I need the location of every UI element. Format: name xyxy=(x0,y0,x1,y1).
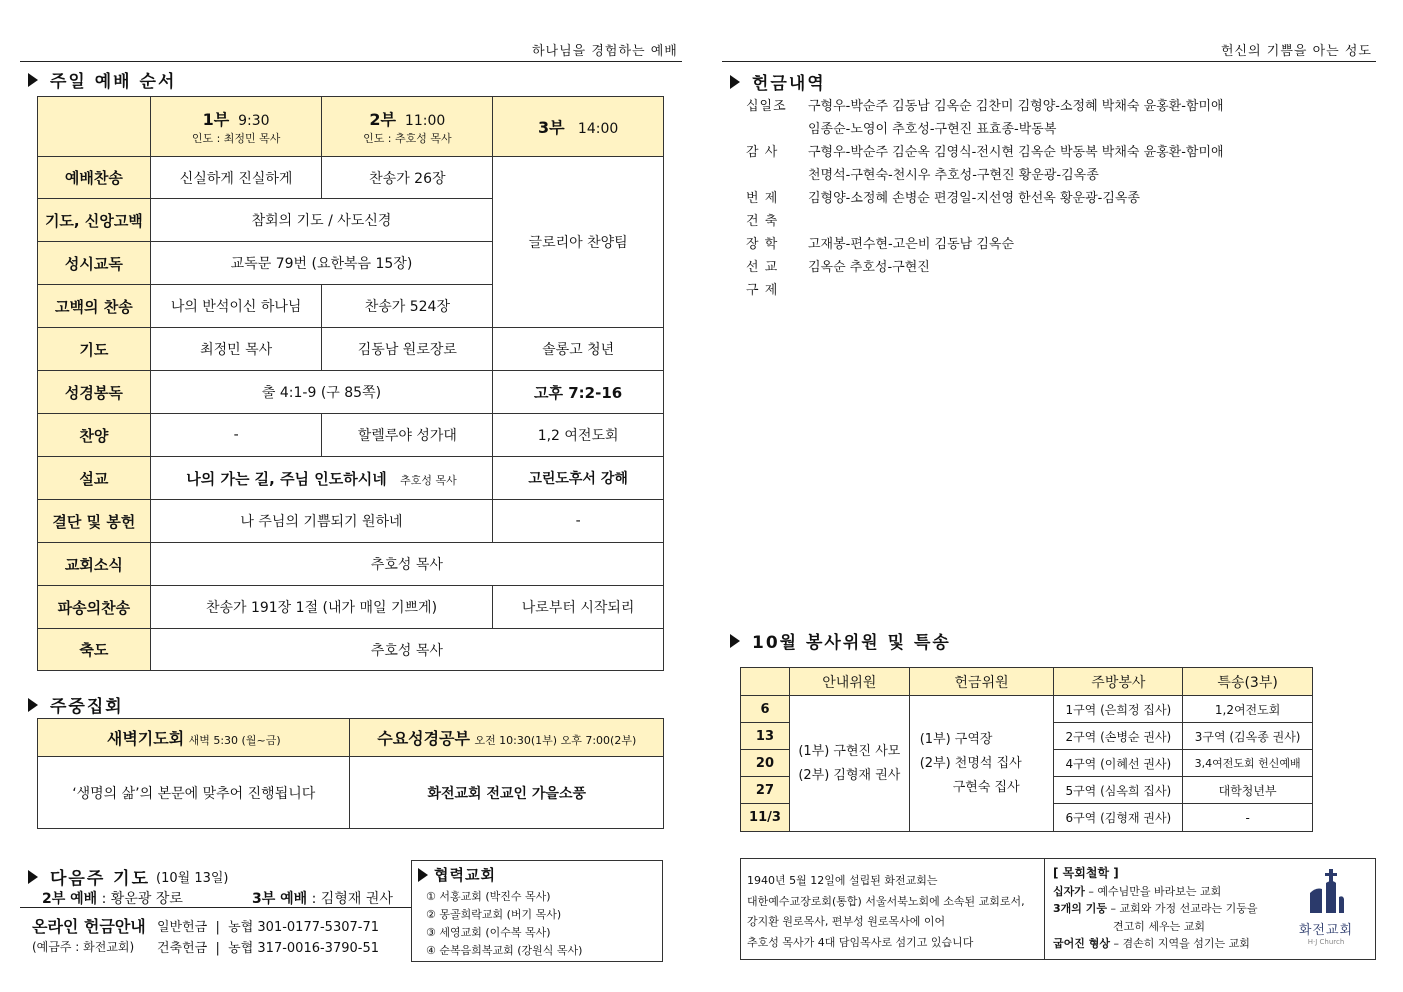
sending-s3: 나로부터 시작되리 xyxy=(493,586,664,629)
wed-desc: 화전교회 전교인 가을소풍 xyxy=(350,757,664,829)
vol-kitchen: 2구역 (손병순 권사) xyxy=(1054,723,1183,750)
service-2-header: 2부 11:00 인도 : 추호성 목사 xyxy=(322,97,493,157)
table-corner xyxy=(38,97,151,157)
vol-kitchen: 5구역 (심옥희 집사) xyxy=(1054,777,1183,804)
praise-s3: 1,2 여전도회 xyxy=(493,414,664,457)
offering-section-title: 헌금내역 xyxy=(730,69,826,94)
vol-header-special: 특송(3부) xyxy=(1183,668,1313,696)
vol-special: 1,2여전도회 xyxy=(1183,696,1313,723)
praise-s2: 할렐루야 성가대 xyxy=(322,414,493,457)
online-holder: (예금주 : 화전교회) xyxy=(32,940,135,954)
list-item: ① 서홍교회 (박진수 목사) xyxy=(426,890,551,903)
church-logo-icon xyxy=(1306,867,1346,915)
account-row: 일반헌금 | 농협 301-0177-5307-71 xyxy=(157,920,380,935)
decision-s12: 나 주님의 기쁨되기 원하네 xyxy=(150,500,492,543)
volunteers-section-title: 10월 봉사위원 및 특송 xyxy=(730,628,951,653)
vol-header-kitchen: 주방봉사 xyxy=(1054,668,1183,696)
vol-special: 3,4여전도회 헌신예배 xyxy=(1183,750,1313,777)
vol-header-guide: 안내위원 xyxy=(789,668,909,696)
next-prayer-s3: 3부 예배 : 김형재 권사 xyxy=(252,891,393,907)
pray-s1: 최정민 목사 xyxy=(150,328,322,371)
triangle-bullet-icon xyxy=(28,870,38,884)
church-philosophy: [ 목회철학 ] 십자가 – 예수님만을 바라보는 교회 3개의 기둥 – 교회와 가정 선교라는 기둥을 견고히 세우는 교회 굽어진 형상 – 겸손히 지역을 섬기는 교회 xyxy=(1053,866,1258,950)
online-accounts xyxy=(157,917,379,959)
row-label-prayer-creed: 기도, 신앙고백 xyxy=(38,199,151,242)
vol-offering: (1부) 구역장 (2부) 천명석 집사 구현숙 집사 xyxy=(909,696,1054,832)
benediction-all: 추호성 목사 xyxy=(150,629,663,671)
left-header-rule xyxy=(20,61,682,62)
church-info-box xyxy=(740,858,1376,960)
row-label-pray: 기도 xyxy=(38,328,151,371)
logo-name: 화전교회 xyxy=(1298,923,1354,938)
reading-s12: 교독문 79번 (요한복음 15장) xyxy=(150,242,492,285)
scripture-s3: 고후 7:2-16 xyxy=(493,371,664,414)
vol-date: 11/3 xyxy=(741,804,790,832)
dawn-header: 새벽기도회 새벽 5:30 (월~금) xyxy=(38,719,350,757)
vol-guide: (1부) 구현진 사모 (2부) 김형재 권사 xyxy=(789,696,909,832)
offering-row: 장 학 고재봉-편수현-고은비 김동남 김옥순 xyxy=(746,237,1015,252)
list-item: ③ 세영교회 (이수복 목사) xyxy=(426,926,551,939)
offering-row: 구 제 xyxy=(746,283,779,298)
prayer-divider xyxy=(20,907,412,908)
right-header-rule xyxy=(722,61,1376,62)
partner-title: 협력교회 xyxy=(418,864,662,885)
offering-row: 선 교 김옥순 추호성-구현진 xyxy=(746,260,930,275)
list-item: ② 몽골희락교회 (버기 목사) xyxy=(426,908,562,921)
next-prayer-s2: 2부 예배 : 황운광 장로 xyxy=(42,891,183,907)
triangle-bullet-icon xyxy=(730,634,740,648)
triangle-bullet-icon xyxy=(418,868,428,882)
offering-row: 천명석-구현숙-천시우 추호성-구현진 황운광-김옥종 xyxy=(808,168,1099,183)
vol-date: 6 xyxy=(741,696,790,723)
row-label-scripture: 성경봉독 xyxy=(38,371,151,414)
triangle-bullet-icon xyxy=(28,698,38,712)
hymn-s2: 찬송가 26장 xyxy=(322,157,493,199)
offering-row: 감 사 구형우-박순주 김순옥 김영식-전시현 김옥순 박동복 박채숙 윤홍환-함미애 xyxy=(746,145,1224,160)
sermon-preacher: 추호성 목사 xyxy=(400,473,457,487)
worship-section-title: 주일 예배 순서 xyxy=(28,67,176,92)
vol-header-offering: 헌금위원 xyxy=(909,668,1054,696)
dawn-desc: ‘생명의 삶’의 본문에 맞추어 진행됩니다 xyxy=(38,757,350,829)
volunteers-table xyxy=(740,667,1313,832)
confession-s1: 나의 반석이신 하나님 xyxy=(150,285,322,328)
sermon-title: 나의 가는 길, 주님 인도하시네 xyxy=(186,469,387,488)
vol-kitchen: 4구역 (이혜선 권사) xyxy=(1054,750,1183,777)
midweek-section-title: 주중집회 xyxy=(28,692,124,717)
offering-row: 임종순-노영이 추호성-구현진 표효종-박동복 xyxy=(808,122,1057,137)
midweek-table xyxy=(37,718,664,829)
offering-row: 번 제 김형양-소정혜 손병순 편경일-지선영 한선옥 황운광-김옥종 xyxy=(746,191,1140,206)
confession-s2: 찬송가 524장 xyxy=(322,285,493,328)
left-page-header: 하나님을 경험하는 예배 xyxy=(532,44,678,59)
logo-sub: H·J Church xyxy=(1307,938,1345,946)
list-item: ④ 순복음희복교회 (강원식 목사) xyxy=(426,944,583,957)
row-label-praise: 찬양 xyxy=(38,414,151,457)
s3-praise-team: 글로리아 찬양팀 xyxy=(493,157,664,328)
triangle-bullet-icon xyxy=(730,75,740,89)
decision-s3: - xyxy=(493,500,664,543)
offering-row: 십일조 구형우-박순주 김동남 김옥순 김찬미 김형양-소정혜 박채숙 윤홍환-함미애 xyxy=(746,99,1224,114)
wed-header: 수요성경공부 오전 10:30(1부) 오후 7:00(2부) xyxy=(350,719,664,757)
scripture-s12: 출 4:1-9 (구 85쪽) xyxy=(150,371,492,414)
pray-s3: 솔롱고 청년 xyxy=(493,328,664,371)
sermon-s3: 고린도후서 강해 xyxy=(493,457,664,500)
partner-churches-box xyxy=(411,860,663,962)
pray-s2: 김동남 원로장로 xyxy=(322,328,493,371)
service-1-header: 1부 9:30 인도 : 최정민 목사 xyxy=(150,97,322,157)
right-page-header: 헌신의 기쁨을 아는 성도 xyxy=(1221,44,1372,59)
row-label-benediction: 축도 xyxy=(38,629,151,671)
vol-corner xyxy=(741,668,790,696)
partner-list xyxy=(426,888,662,960)
row-label-confession: 고백의 찬송 xyxy=(38,285,151,328)
vol-kitchen: 6구역 (김형재 권사) xyxy=(1054,804,1183,832)
church-history: 1940년 5월 12일에 설립된 화전교회는 대한예수교장로회(통합) 서울서북노회에 소속된 교회로서, 강지환 원로목사, 편부성 원로목사에 이어 추호성 목사가 4대 담임목사로 섬기고 있습니다 xyxy=(741,859,1045,959)
next-prayer-title: 다음주 기도 (10월 13일) xyxy=(28,864,229,889)
vol-special: - xyxy=(1183,804,1313,832)
offering-row: 건 축 xyxy=(746,214,779,229)
offering-list xyxy=(746,95,1366,302)
hymn-s1: 신실하게 진실하게 xyxy=(150,157,322,199)
row-label-sermon: 설교 xyxy=(38,457,151,500)
triangle-bullet-icon xyxy=(28,73,38,87)
row-label-hymn: 예배찬송 xyxy=(38,157,151,199)
news-all: 추호성 목사 xyxy=(150,543,663,586)
vol-date: 20 xyxy=(741,750,790,777)
service-3-header: 3부 14:00 xyxy=(493,97,664,157)
prayer-creed-s12: 참회의 기도 / 사도신경 xyxy=(150,199,492,242)
row-label-news: 교회소식 xyxy=(38,543,151,586)
vol-special: 3구역 (김옥종 권사) xyxy=(1183,723,1313,750)
vol-date: 13 xyxy=(741,723,790,750)
row-label-reading: 성시교독 xyxy=(38,242,151,285)
row-label-sending: 파송의찬송 xyxy=(38,586,151,629)
sermon-s12 xyxy=(150,457,492,500)
account-row: 건축헌금 | 농협 317-0016-3790-51 xyxy=(157,941,380,956)
worship-order-table xyxy=(37,96,664,671)
vol-date: 27 xyxy=(741,777,790,804)
sending-s12: 찬송가 191장 1절 (내가 매일 기쁘게) xyxy=(150,586,492,629)
church-logo xyxy=(1281,867,1371,955)
row-label-decision: 결단 및 봉헌 xyxy=(38,500,151,543)
vol-kitchen: 1구역 (은희정 집사) xyxy=(1054,696,1183,723)
praise-s1: - xyxy=(150,414,322,457)
vol-special: 대학청년부 xyxy=(1183,777,1313,804)
online-offering-title: 온라인 헌금안내 xyxy=(32,917,146,936)
